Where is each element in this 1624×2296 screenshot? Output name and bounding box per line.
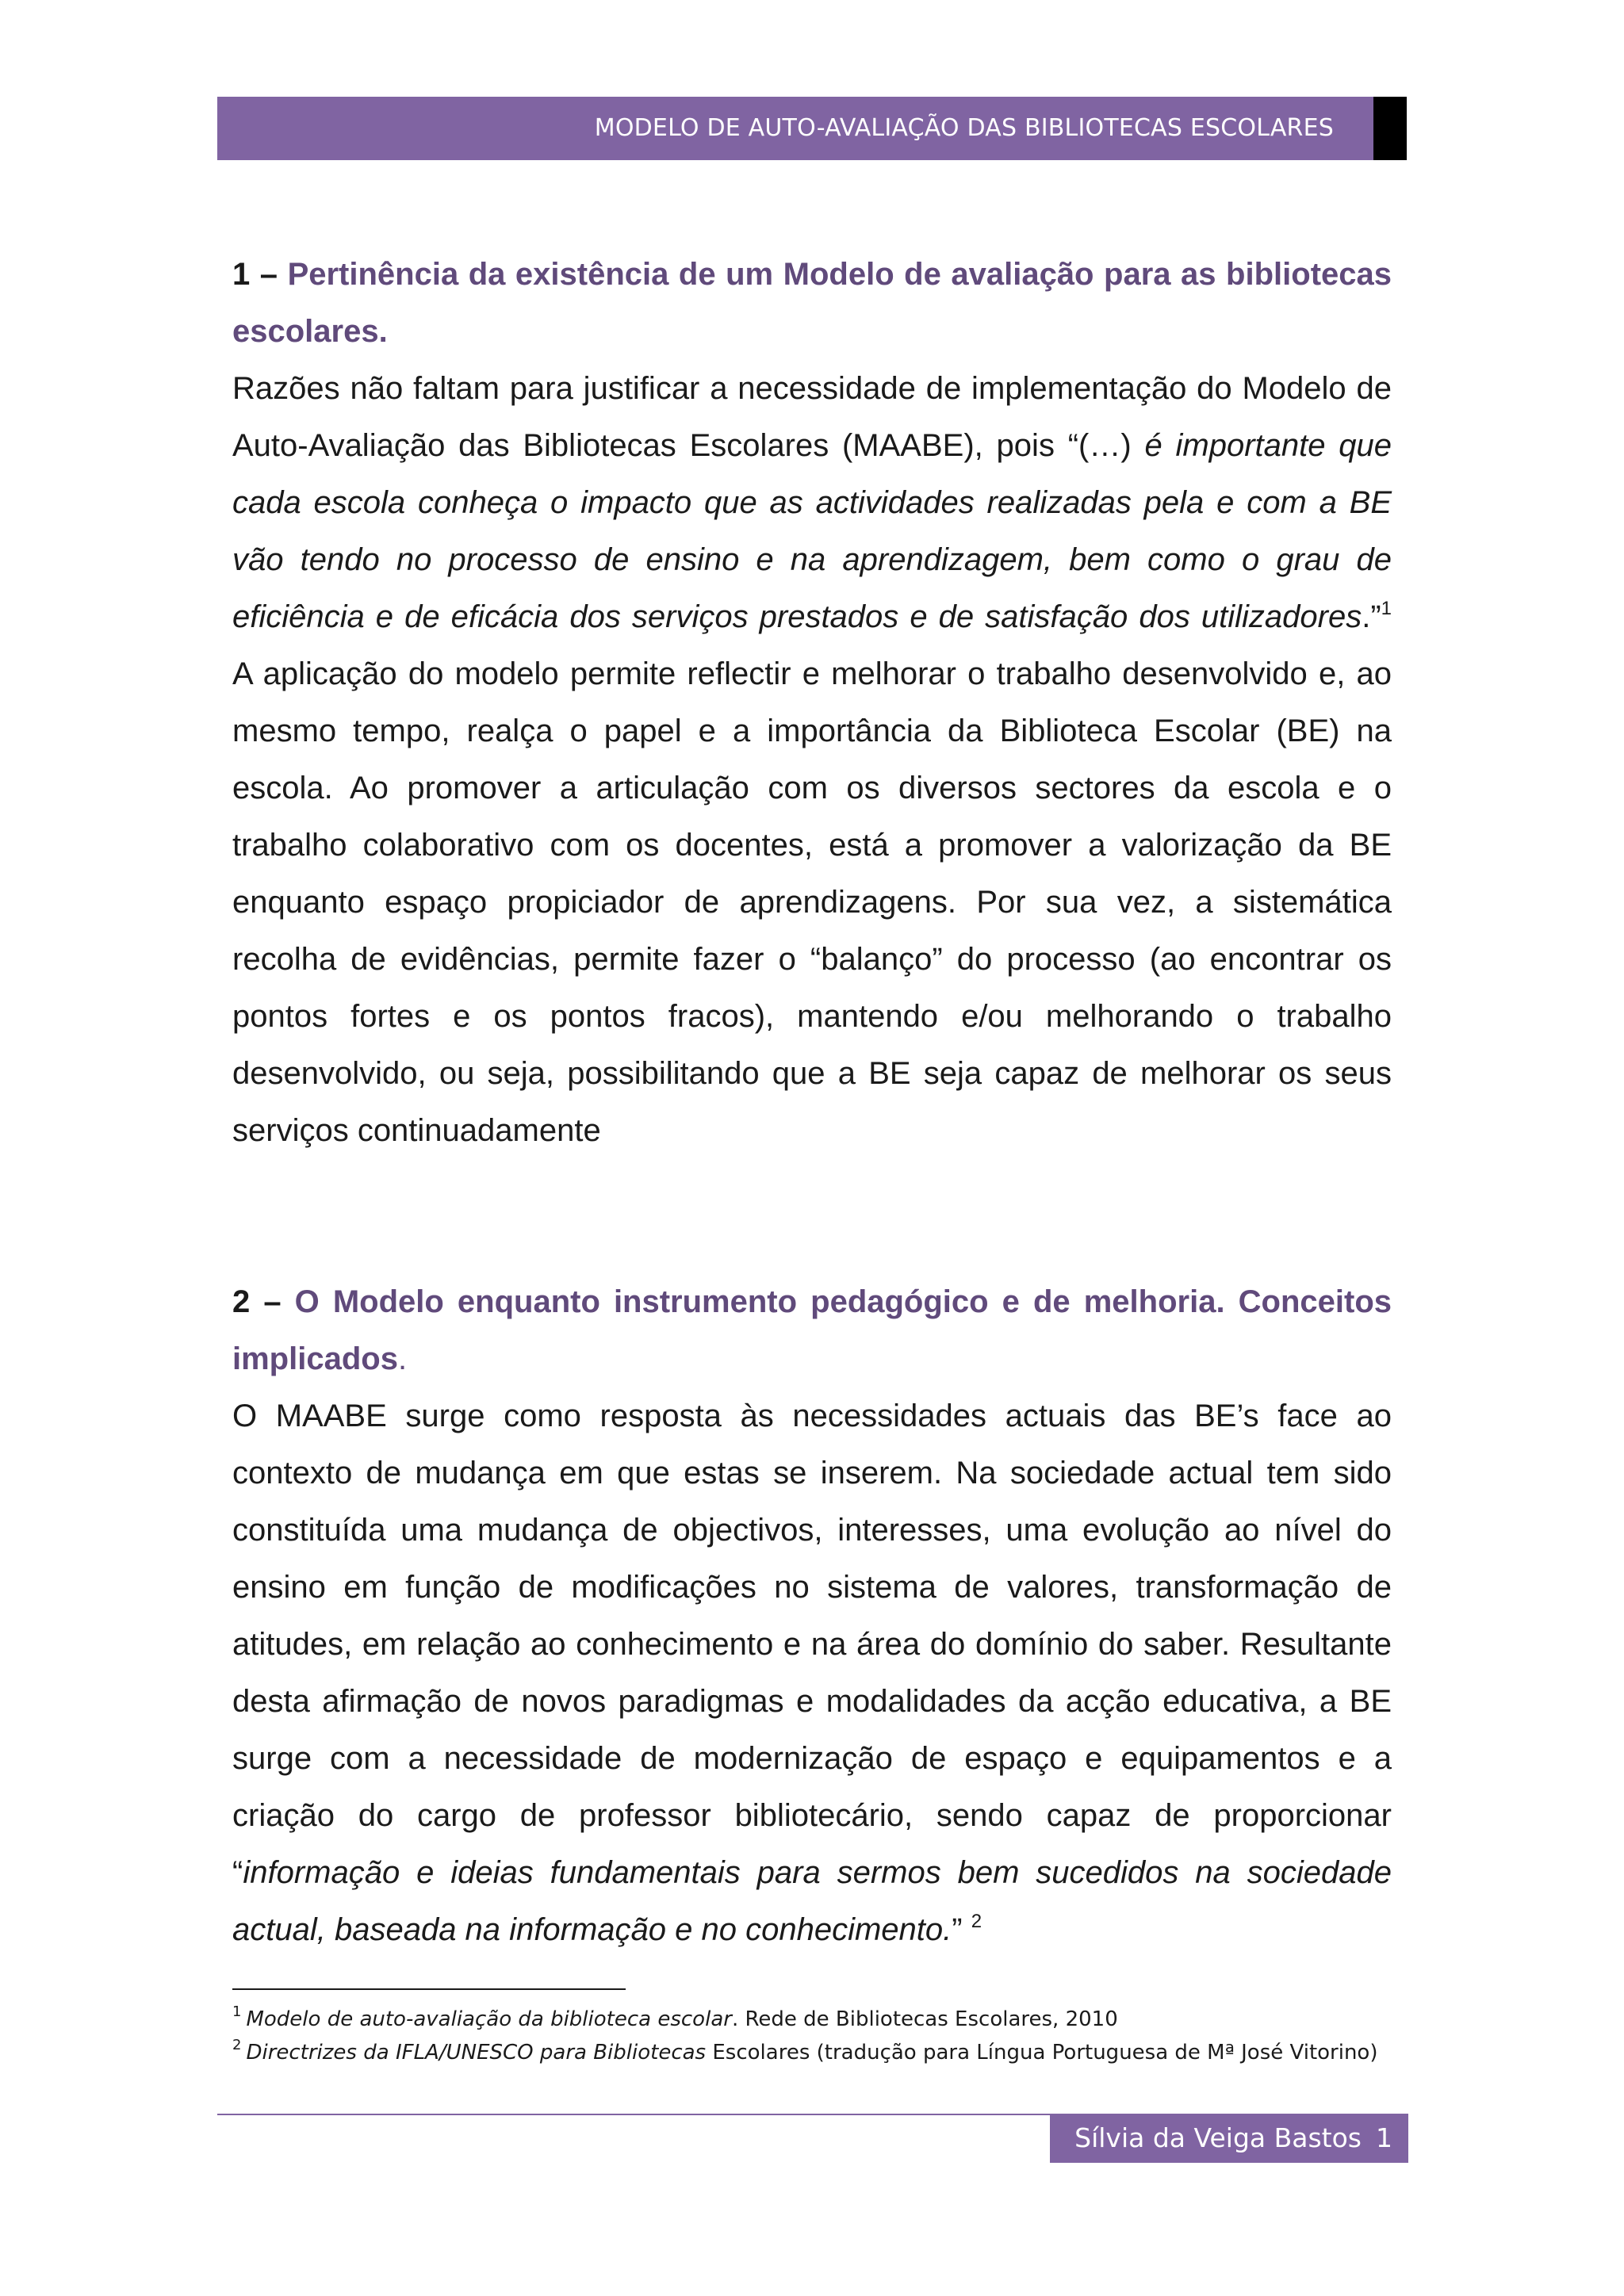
page-footer [1050,2114,1408,2163]
section-2-text-a: O MAABE surge como resposta às necessidades actuais das BE’s face ao contexto de mudança em que estas se inserem. Na sociedade actual tem sido constituída uma mudança de objectivos, interesses, uma evolução ao nível do ensino em função de modificações no sistema de valores, transformação de atitudes, em relação ao conhecimento e na área do domínio do saber. Resultante desta afirmação de novos paradigmas e modalidades da acção educativa, a BE surge com a necessidade de modernização de espaço e equipamentos e a criação do cargo de professor bibliotecário, sendo capaz de proporcionar “ [232,1399,1392,1890]
footnote-2 [232,2036,1392,2069]
page-header [217,97,1373,160]
section-1-title: Pertinência da existência de um Modelo de avaliação para as bibliotecas escolares. [232,257,1392,349]
section-2-paragraph [232,1387,1392,1958]
document-body [232,246,1392,1958]
section-1-heading [232,246,1392,360]
footnote-1-title: Modelo de auto-avaliação da biblioteca escolar [246,2007,732,2031]
section-2-quote: informação e ideias fundamentais para sermos bem sucedidos na sociedade actual, baseada na informação e no conhecimento. [232,1855,1392,1947]
section-2-text-b: ” [952,1912,971,1947]
footnotes [232,2003,1392,2069]
section-1-quote: é importante que cada escola conheça o impacto que as actividades realizadas pela e com a BE vão tendo no processo de ensino e na aprendizagem, bem como o grau de eficiência e de eficácia dos serviços prestados e de satisfação dos utilizadores [232,428,1392,634]
footer-author: Sílvia da Veiga Bastos [1074,2122,1362,2153]
section-1-text-b: .” [1362,599,1381,634]
section-2-heading [232,1273,1392,1387]
section-1-text-a: Razões não faltam para justificar a necessidade de implementação do Modelo de Auto-Avaliação das Bibliotecas Escolares (MAABE), pois “(…) [232,371,1392,463]
section-2-number: 2 – [232,1284,282,1319]
footnote-1 [232,2003,1392,2036]
footnote-ref-1[interactable]: 1 [1381,598,1392,619]
header-title: MODELO DE AUTO-AVALIAÇÃO DAS BIBLIOTECAS ESCOLARES [594,114,1334,142]
section-1-text-c: A aplicação do modelo permite reflectir e melhorar o trabalho desenvolvido e, ao mesmo tempo, realça o papel e a importância da Biblioteca Escolar (BE) na escola. Ao promover a articulação com os diversos sectores da escola e o trabalho colaborativo com os docentes, está a promover a valorização da BE enquanto espaço propiciador de aprendizagens. Por sua vez, a sistemática recolha de evidências, permite fazer o “balanço” do processo (ao encontrar os pontos fortes e os pontos fracos), mantendo e/ou melhorando o trabalho desenvolvido, ou seja, possibilitando que a BE seja capaz de melhorar os seus serviços continuadamente [232,656,1392,1148]
footnote-2-title: Directrizes da IFLA/UNESCO para Bibliotecas [246,2041,707,2064]
footnote-1-text: . Rede de Bibliotecas Escolares, 2010 [731,2007,1118,2031]
footnote-1-number: 1 [232,2003,242,2020]
section-2-title: O Modelo enquanto instrumento pedagógico e de melhoria. Conceitos implicados [232,1284,1392,1376]
footnote-2-text: Escolares (tradução para Língua Portuguesa de Mª José Vitorino) [706,2041,1378,2064]
section-2-title-end: . [397,1341,408,1376]
section-1-paragraph [232,360,1392,1159]
footnote-2-number: 2 [232,2037,242,2053]
footnote-ref-2[interactable]: 2 [971,1911,982,1932]
section-1-number: 1 – [232,257,278,292]
page-number: 1 [1376,2122,1392,2153]
header-tab [1373,97,1407,160]
footnote-separator [232,1988,626,1990]
